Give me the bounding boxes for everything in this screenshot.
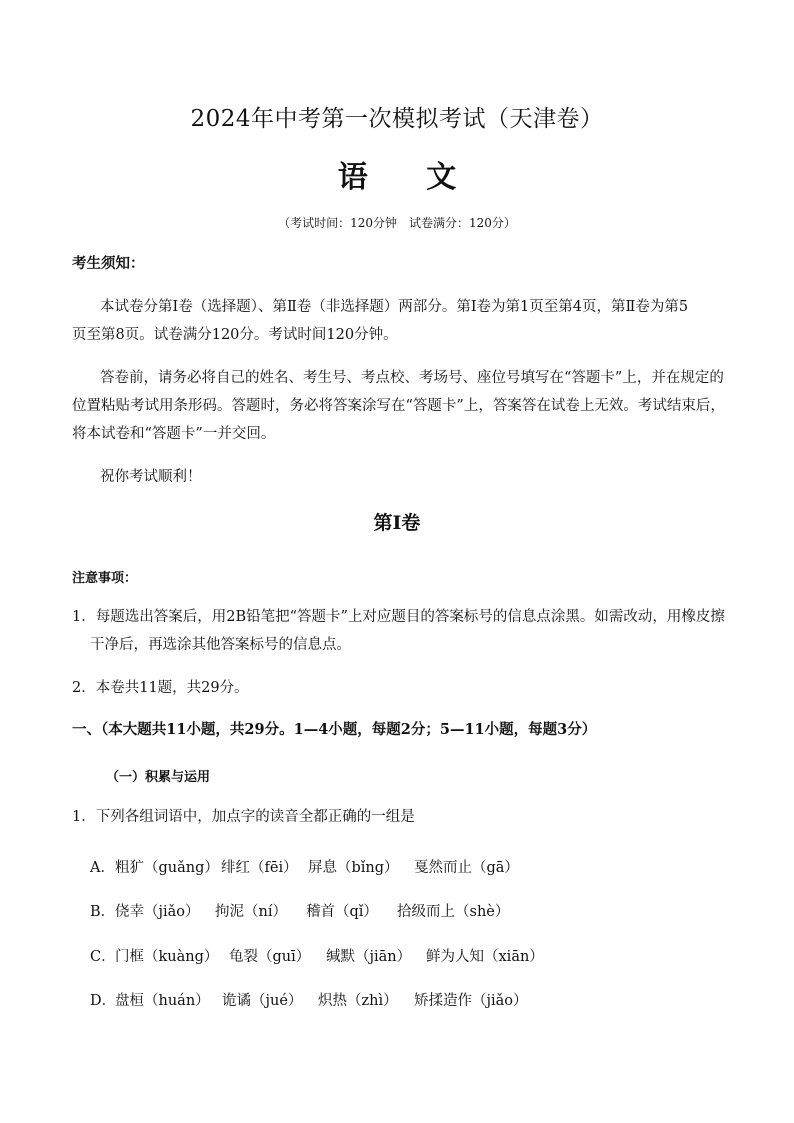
- option-a: [90, 856, 115, 877]
- note2: 2．本卷共11题，共29分。: [72, 680, 249, 696]
- option-d: [90, 989, 116, 1010]
- option-item: 粗犷（guǎng）: [115, 860, 219, 876]
- subsection-title: （一）积累与运用: [106, 770, 211, 785]
- option-item: 门框（kuàng）: [115, 949, 219, 965]
- option-item: 绯红（fēi）: [221, 860, 298, 876]
- option-c: [90, 945, 116, 966]
- option-item: 炽热（zhì）: [318, 993, 398, 1009]
- option-item: 矫揉造作（jiǎo）: [414, 993, 528, 1009]
- question-1: 1．下列各组词语中，加点字的读音全都正确的一组是: [72, 809, 415, 825]
- option-label: B．: [90, 904, 116, 920]
- option-item: 稽首（qǐ）: [306, 904, 378, 920]
- option-item: 缄默（jiān）: [326, 949, 412, 965]
- option-item: 戛然而止（gā）: [414, 860, 519, 876]
- notice-para2-line3: 将本试卷和“答题卡”一并交回。: [72, 426, 276, 442]
- notice-para1-line2: 页至第8页。试卷满分120分。考试时间120分钟。: [72, 327, 398, 343]
- option-item: 拘泥（ní）: [215, 904, 287, 920]
- note1-line1: 1．每题选出答案后，用2B铅笔把“答题卡”上对应题目的答案标号的信息点涂黑。如需改动，用橡皮擦: [72, 609, 725, 625]
- exam-info: （考试时间：120分钟 试卷满分：120分）: [278, 216, 516, 230]
- option-label: D．: [90, 993, 117, 1009]
- part1-heading: 一、（本大题共11小题，共29分。1—4小题，每题2分；5—11小题，每题3分）: [72, 721, 597, 738]
- notice-para1-line1: 本试卷分第Ⅰ卷（选择题）、第Ⅱ卷（非选择题）两部分。第Ⅰ卷为第1页至第4页，第Ⅱ卷为第5: [100, 299, 689, 315]
- note1-line2: 干净后，再选涂其他答案标号的信息点。: [90, 637, 351, 653]
- option-item: 拾级而上（shè）: [397, 904, 510, 920]
- option-item: 屏息（bǐng）: [308, 860, 399, 876]
- option-label: C．: [90, 949, 116, 965]
- option-b: [90, 900, 115, 921]
- notice-para2-line1: 答卷前，请务必将自己的姓名、考生号、考点校、考场号、座位号填写在“答题卡”上，并在规定的: [100, 370, 724, 386]
- option-label: A．: [90, 860, 115, 876]
- option-item: 盘桓（huán）: [115, 993, 210, 1009]
- option-item: 龟裂（guī）: [229, 949, 311, 965]
- exam-title: 2024年中考第一次模拟考试（天津卷）: [190, 106, 604, 132]
- option-item: 诡谲（jué）: [222, 993, 303, 1009]
- option-item: 鲜为人知（xiān）: [426, 949, 544, 965]
- notes-heading: 注意事项：: [72, 571, 138, 586]
- notice-heading: 考生须知：: [72, 255, 145, 272]
- notice-wish: 祝你考试顺利！: [100, 469, 202, 485]
- option-item: 侥幸（jiǎo）: [115, 904, 200, 920]
- subject-title: 语 文: [337, 160, 481, 195]
- volume1-heading: 第Ⅰ卷: [373, 512, 421, 534]
- notice-para2-line2: 位置粘贴考试用条形码。答题时，务必将答案涂写在“答题卡”上，答案答在试卷上无效。考试结束后，: [72, 398, 725, 414]
